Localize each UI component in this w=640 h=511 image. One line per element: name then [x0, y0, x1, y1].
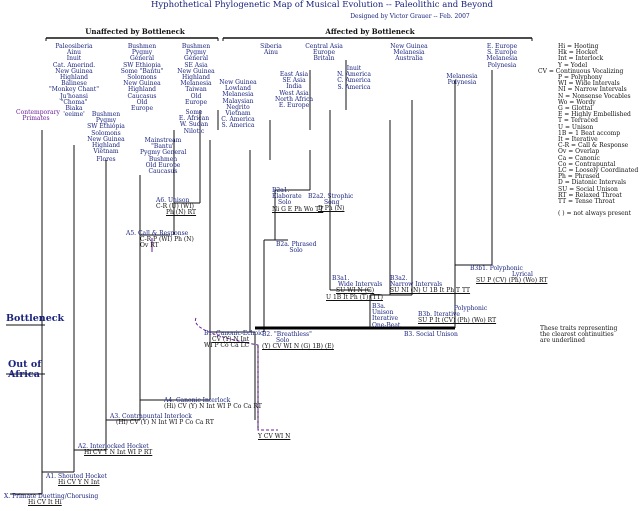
legend-item: Hk = Hocket: [558, 49, 598, 57]
legend-item: E = Highly Embellished: [558, 111, 631, 119]
pop-bushmen-general: Bushmen Pygmy General SW Ethiopia Some "Bantu" Solomons New Guinea Highland Caucasus Old Europe: [120, 43, 164, 113]
header-affected: Affected by Bottleneck: [325, 27, 415, 36]
credit-line: Designed by Victor Grauer -- Feb. 2007: [350, 13, 470, 20]
legend-item: T = Terraced: [558, 117, 598, 125]
node-a5: A5. Call & Response C-R P (WI) Ph (N) Ov RT: [126, 230, 194, 250]
pop-bushmen-se-asia: Bushmen Pygmy General SE Asia New Guinea Highland Melanesia Taiwan Old Europe: [177, 43, 215, 106]
legend-item: NI = Narrow Intervals: [558, 86, 627, 94]
legend-item: CV = Continuous Vocalizing: [538, 67, 624, 75]
node-b3b: Polyphonic B3b. Iterative SU P It (CV) (Ph) (Wo) RT: [418, 305, 497, 325]
legend-item: Co = Contrapuntal: [558, 160, 616, 168]
pop-some-e-african: Some E. African W. Sudan Nilotic: [178, 109, 210, 135]
node-b2a2: B2a2. Strophic Song D Ph (N): [308, 193, 354, 213]
pop-new-guinea-lowland: New Guinea Lowland Melanesia Malaysian Negrito Vietnam C. America S. America: [219, 79, 257, 130]
legend-item: RT = Relaxed Throat: [558, 191, 622, 199]
legend-item: 1B = 1 Beat accomp: [558, 129, 621, 137]
legend-item: It = Iterative: [558, 136, 598, 144]
legend: [538, 43, 639, 218]
node-a4: A4. Canonic Interlock (Hi) CV (Y) N Int WI P Co Ca RT: [164, 397, 262, 411]
page-title: Hyphothetical Phylogenetic Map of Musical Evolution -- Paleolithic and Beyond: [150, 0, 494, 10]
node-b2: B2. "Breathless" Solo (Y) CV WI N (G) 1B) (E): [262, 331, 334, 351]
pop-central-asia: Central Asia Europe Britain: [305, 43, 343, 63]
pop-contemporary-primates: Contemporary Primates: [16, 109, 60, 123]
legend-item: U = Unison: [558, 123, 594, 131]
africa-label: Africa: [8, 369, 40, 380]
node-x: X. Primate Duetting/Chorusing Hi CV It Hi: [4, 493, 99, 507]
bottleneck-label: Bottleneck: [6, 313, 65, 324]
node-b2a1: B2a1. Elaborate Solo Ni G E Ph Wo TT: [272, 187, 324, 213]
legend-item: N = Nonsense Vocables: [558, 92, 631, 100]
legend-item: Hi = Hooting: [558, 43, 599, 50]
pop-east-asia: East Asia SE Asia India West Asia North Africa E. Europe: [274, 71, 314, 110]
pop-inuit-america: Inuit N. America C. America S. America: [337, 65, 371, 91]
legend-item: C-R = Call & Response: [558, 142, 629, 150]
node-a3: A3. Contrapuntal Interlock (Hi) CV (Y) N Int WI P Co Ca RT: [110, 413, 214, 427]
pop-new-guinea-melanesia: New Guinea Melanesia Australia: [390, 43, 428, 63]
out-of-label: Out of: [8, 359, 42, 370]
pop-melanesia-polynesia: Melanesia Polynesia: [446, 73, 478, 87]
legend-item: Int = Interlock: [558, 55, 604, 63]
legend-item: G = Glottal: [558, 105, 593, 113]
node-b3: B3. Social Unison: [404, 331, 458, 338]
legend-item: D = Diatonic Intervals: [558, 179, 627, 187]
node-a2: A2. Interlocked Hocket Hi CV Y N Int WI P RT: [78, 443, 153, 457]
legend-item: Ca = Canonic: [558, 154, 600, 162]
legend-item: WI = Wide Intervals: [558, 80, 620, 88]
header-unaffected: Unaffected by Bottleneck: [85, 27, 185, 36]
node-a6: A6. Unison C-R (U) (WI) Ph (N) RT: [156, 197, 197, 217]
node-b2a: B2a. Phrased Solo: [276, 241, 317, 255]
node-b3b1: B3b1. Polyphonic Lyrical SU P (CV) (Ph) (Wo) RT: [470, 265, 548, 285]
legend-item: SU = Social Unison: [558, 185, 618, 193]
pop-europe-polynesia: E. Europe S. Europe Melanesia Polynesia: [486, 43, 518, 69]
node-b1: B1. Canonic-Echoic CV (Y) N Int WI P Co Ca LC: [204, 330, 264, 350]
legend-item: TT = Tense Throat: [558, 198, 615, 206]
node-a1: A1. Shouted Hocket Hi CV Y N Int: [46, 473, 107, 487]
pop-bushmen-pygmy: Bushmen Pygmy SW Ethiopia Solomons New Guinea Highland Vietnam Flores: [87, 111, 125, 164]
legend-item: Ov = Overlap: [558, 148, 600, 156]
pop-paleosiberia: Paleosiberia Ainu Inuit Cat. Amerind. New Guinea Highland Balinese "Monkey Chant" Ju'hoansi "Choma" Biaka 'eeime': [49, 43, 99, 119]
legend-item: Y = Yodel: [558, 61, 588, 69]
legend-item: LC = Loosely Coordinated: [558, 167, 639, 175]
legend-item: P = Polyphony: [558, 74, 603, 82]
node-residual-traits: Y CV WI N: [258, 433, 291, 440]
pop-mainstream-bantu: Mainstream "Bantu" Pygmy General Bushmen Old Europe Caucasus: [140, 137, 187, 176]
legend-item: Wo = Wordy: [558, 98, 596, 106]
pop-siberia-ainu: Siberia Ainu: [260, 43, 282, 57]
node-b3a2: B3a2. Narrow Intervals SU NI (N) U 1B It Ph T TT: [390, 275, 471, 295]
legend-note: These traits representing the clearest continuities are underlined: [540, 325, 618, 345]
node-b3a1: B3a1. Wide Intervals SU WI N (G) U 1B It Ph (T) (TT): [326, 275, 383, 301]
legend-item: ( ) = not always present: [558, 210, 631, 218]
legend-item: Ph = Phrased: [558, 173, 600, 181]
node-b3a: B3a. Unison Iterative One-Beat: [372, 303, 401, 329]
